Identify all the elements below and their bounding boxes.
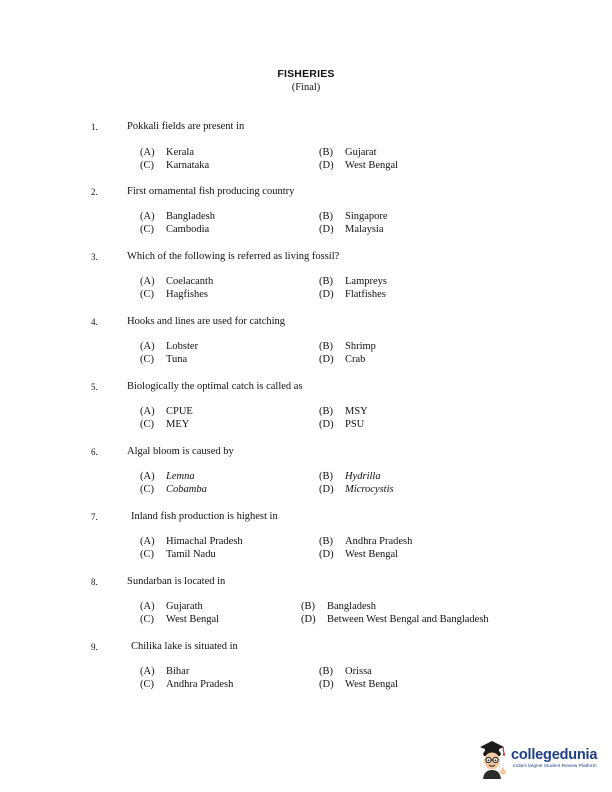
option-b: (B) Shrimp bbox=[319, 341, 376, 352]
option-c: (C) Cambodia bbox=[140, 224, 210, 235]
option-d: (D) Flatfishes bbox=[319, 289, 386, 300]
question-number: 5. bbox=[91, 382, 98, 392]
question-4 bbox=[0, 316, 612, 376]
option-c: (C) Tamil Nadu bbox=[140, 549, 216, 560]
question-2 bbox=[0, 186, 612, 246]
question-number: 2. bbox=[91, 187, 98, 197]
question-8 bbox=[0, 576, 612, 636]
option-b: (B) Bangladesh bbox=[301, 601, 376, 612]
question-number: 8. bbox=[91, 577, 98, 587]
option-b: (B) Orissa bbox=[319, 666, 372, 677]
question-number: 6. bbox=[91, 447, 98, 457]
question-9 bbox=[0, 641, 612, 701]
option-a: (A) Coelacanth bbox=[140, 276, 214, 287]
option-a: (A) Lemna bbox=[140, 471, 195, 482]
student-mascot-icon bbox=[476, 738, 512, 780]
question-text: First ornamental fish producing country bbox=[127, 186, 295, 197]
question-1 bbox=[0, 121, 612, 181]
question-6 bbox=[0, 446, 612, 506]
option-b: (B) Hydrilla bbox=[319, 471, 381, 482]
page-header bbox=[0, 68, 612, 94]
option-c: (C) Hagfishes bbox=[140, 289, 208, 300]
option-b: (B) Gujarat bbox=[319, 147, 377, 158]
question-text: Sundarban is located in bbox=[127, 576, 226, 587]
option-a: (A) Bangladesh bbox=[140, 211, 215, 222]
question-5 bbox=[0, 381, 612, 441]
question-text: Hooks and lines are used for catching bbox=[127, 316, 286, 327]
option-a: (A) Gujarath bbox=[140, 601, 203, 612]
option-a: (A) Kerala bbox=[140, 147, 194, 158]
question-text: Pokkali fields are present in bbox=[127, 121, 245, 132]
option-a: (A) Lobster bbox=[140, 341, 199, 352]
option-d: (D) PSU bbox=[319, 419, 365, 430]
logo-tagline: India's largest Student Review Platform bbox=[513, 764, 597, 769]
option-d: (D) West Bengal bbox=[319, 679, 399, 690]
collegedunia-logo[interactable] bbox=[476, 738, 606, 780]
question-text: Algal bloom is caused by bbox=[127, 446, 234, 457]
question-text: Chilika lake is situated in bbox=[131, 641, 238, 652]
option-d: (D) Between West Bengal and Bangladesh bbox=[301, 614, 489, 625]
question-number: 3. bbox=[91, 252, 98, 262]
option-b: (B) Singapore bbox=[319, 211, 388, 222]
logo-wordmark: collegedunia bbox=[511, 747, 598, 763]
option-c: (C) MEY bbox=[140, 419, 190, 430]
option-c: (C) Karnataka bbox=[140, 160, 210, 171]
option-d: (D) West Bengal bbox=[319, 549, 399, 560]
page-title: FISHERIES bbox=[277, 68, 335, 80]
option-a: (A) CPUE bbox=[140, 406, 193, 417]
option-c: (C) Cobamba bbox=[140, 484, 207, 495]
option-b: (B) MSY bbox=[319, 406, 368, 417]
page-subtitle: (Final) bbox=[291, 82, 321, 93]
option-c: (C) West Bengal bbox=[140, 614, 220, 625]
question-7 bbox=[0, 511, 612, 571]
option-c: (C) Tuna bbox=[140, 354, 188, 365]
option-d: (D) Crab bbox=[319, 354, 366, 365]
option-a: (A) Bihar bbox=[140, 666, 190, 677]
option-b: (B) Lampreys bbox=[319, 276, 387, 287]
option-d: (D) Microcystis bbox=[319, 484, 394, 495]
option-b: (B) Andhra Pradesh bbox=[319, 536, 413, 547]
question-number: 7. bbox=[91, 512, 98, 522]
question-text: Biologically the optimal catch is called as bbox=[127, 381, 303, 392]
question-3 bbox=[0, 251, 612, 311]
option-d: (D) Malaysia bbox=[319, 224, 384, 235]
question-text: Which of the following is referred as living fossil? bbox=[127, 251, 340, 262]
question-number: 9. bbox=[91, 642, 98, 652]
option-d: (D) West Bengal bbox=[319, 160, 399, 171]
question-number: 1. bbox=[91, 122, 98, 132]
option-a: (A) Himachal Pradesh bbox=[140, 536, 243, 547]
option-c: (C) Andhra Pradesh bbox=[140, 679, 234, 690]
question-text: Inland fish production is highest in bbox=[131, 511, 278, 522]
question-number: 4. bbox=[91, 317, 98, 327]
